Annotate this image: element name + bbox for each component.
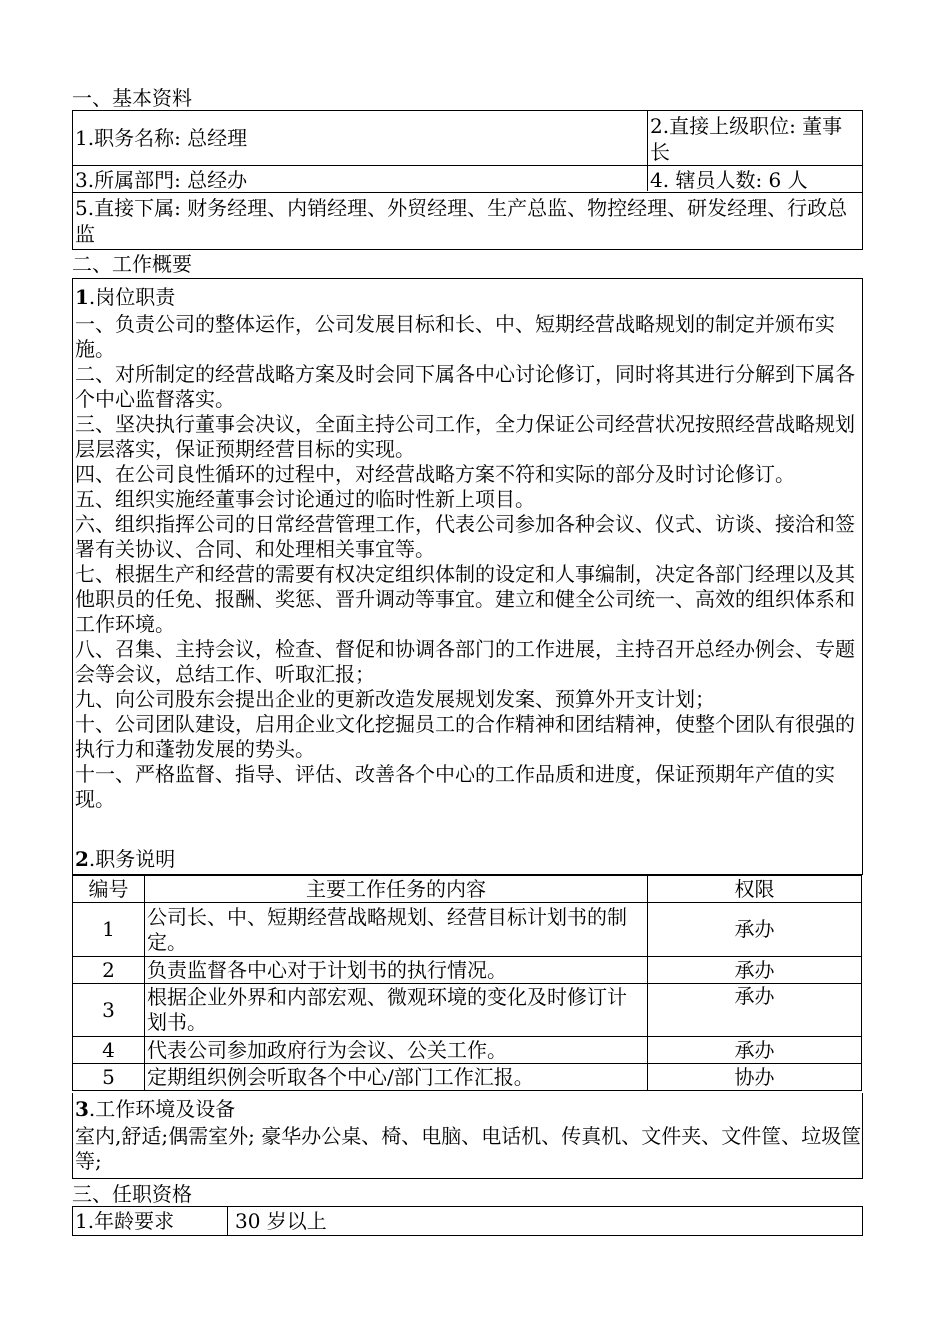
divider [73,165,862,166]
task-content: 负责监督各中心对于计划书的执行情况。 [145,957,648,984]
table-row [73,903,862,957]
column-header-authority: 权限 [648,876,862,903]
duty-item: 八、召集、主持会议，检查、督促和协调各部门的工作进展，主持召开总经办例会、专题会等会议，总结工作、听取汇报； [75,637,855,686]
headcount-field: 4. 辖员人数: 6 人 [650,168,808,192]
duty-item: 五、组织实施经董事会讨论通过的临时性新上项目。 [75,487,535,511]
task-content: 公司长、中、短期经营战略规划、经营目标计划书的制定。 [145,903,648,957]
job-desc-heading-box [72,844,863,875]
tasks-table [72,875,862,1091]
section-basic-info-title: 一、基本资料 [72,86,192,110]
divider [227,1207,228,1235]
task-number: 2 [73,957,145,984]
duties-heading: 1.岗位职责 [75,285,176,309]
table-row [73,1037,862,1064]
superior-field: 2.直接上级职位: 董事长 [650,114,843,164]
duty-item: 四、在公司良性循环的过程中，对经营战略方案不符和实际的部分及时讨论修订。 [75,462,795,486]
duty-item: 一、负责公司的整体运作，公司发展目标和长、中、短期经营战略规划的制定并颁布实施。 [75,312,835,361]
duty-item: 七、根据生产和经营的需要有权决定组织体制的设定和人事编制，决定各部门经理以及其他职员的任免、报酬、奖惩、晋升调动等事宜。建立和健全公司统一、高效的组织体系和工作环境。 [75,562,855,636]
duties-list [73,312,862,812]
column-header-number: 编号 [73,876,145,903]
section-qualifications-title: 三、任职资格 [72,1182,192,1206]
duty-item: 六、组织指挥公司的日常经营管理工作，代表公司参加各种会议、仪式、访谈、接洽和签署有关协议、合同、和处理相关事宜等。 [75,512,855,561]
subordinates-field: 5.直接下属: 财务经理、内销经理、外贸经理、生产总监、物控经理、研发经理、行政总监 [75,196,848,246]
environment-heading: 3.工作环境及设备 [75,1097,236,1121]
section-work-overview-title: 二、工作概要 [72,252,192,276]
task-authority: 承办 [648,1037,862,1064]
age-requirement-value: 30 岁以上 [235,1209,327,1233]
job-name-field: 1.职务名称: 总经理 [75,126,248,150]
column-header-content: 主要工作任务的内容 [145,876,648,903]
task-number: 4 [73,1037,145,1064]
basic-info-box [72,110,863,250]
table-row [73,984,862,1037]
task-number: 3 [73,984,145,1037]
task-number: 1 [73,903,145,957]
task-authority: 承办 [648,903,862,957]
duty-item: 十一、严格监督、指导、评估、改善各个中心的工作品质和进度，保证预期年产值的实现。 [75,762,835,811]
table-row [73,1064,862,1091]
job-desc-heading: 2.职务说明 [75,847,176,871]
duty-item: 三、坚决执行董事会决议，全面主持公司工作，全力保证公司经营状况按照经营战略规划层层落实，保证预期经营目标的实现。 [75,412,855,461]
duty-item: 二、对所制定的经营战略方案及时会同下属各中心讨论修订，同时将其进行分解到下属各个中心监督落实。 [75,362,855,411]
duties-box [72,278,863,846]
duty-item: 十、公司团队建设，启用企业文化挖掘员工的合作精神和团结精神，使整个团队有很强的执行力和蓬勃发展的势头。 [75,712,855,761]
duty-item: 九、向公司股东会提出企业的更新改造发展规划发案、预算外开支计划； [75,687,715,711]
age-requirement-label: 1.年龄要求 [75,1209,175,1233]
task-content: 根据企业外界和内部宏观、微观环境的变化及时修订计划书。 [145,984,648,1037]
table-row [73,957,862,984]
qualifications-box [72,1206,863,1236]
task-authority: 承办 [648,957,862,984]
task-authority: 承办 [648,984,862,1037]
task-content: 代表公司参加政府行为会议、公关工作。 [145,1037,648,1064]
department-field: 3.所属部門: 总经办 [75,168,248,192]
task-authority: 协办 [648,1064,862,1091]
task-number: 5 [73,1064,145,1091]
task-content: 定期组织例会听取各个中心/部门工作汇报。 [145,1064,648,1091]
environment-text: 室内,舒适;偶需室外; 豪华办公桌、椅、电脑、电话机、传真机、文件夹、文件筐、垃圾筐等; [75,1124,862,1173]
environment-box [72,1093,863,1179]
table-header-row [73,876,862,903]
